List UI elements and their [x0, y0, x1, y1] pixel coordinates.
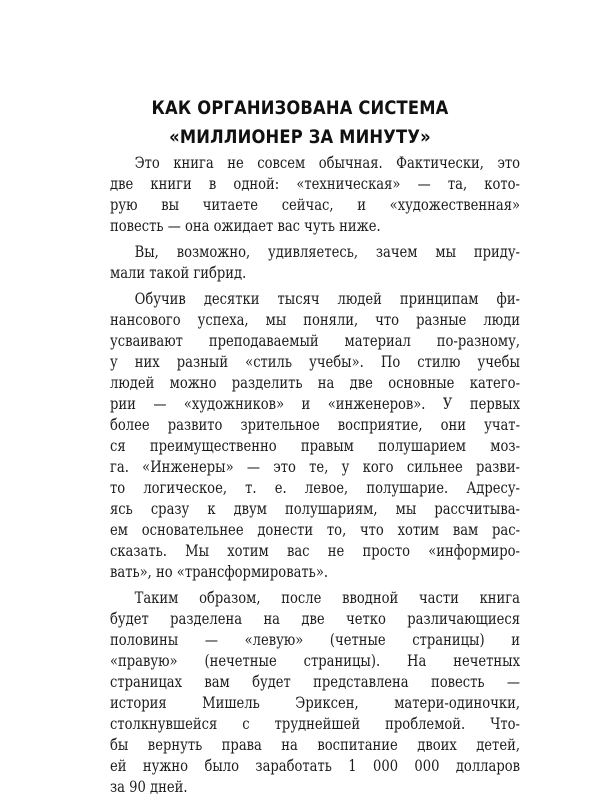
text-line: сказать. Мы хотим вас не просто «информиро- [110, 541, 520, 560]
text-line: страницах вам будет представлена повесть — [110, 672, 520, 691]
text-line: ем основательнее донести то, что хотим вам рас- [110, 520, 520, 539]
text-line: Обучив десятки тысяч людей принципам фи- [134, 289, 520, 308]
chapter-heading [94, 94, 507, 152]
paragraph-3 [110, 288, 520, 582]
text-line: у них разный «стиль учебы». По стилю учебы [110, 352, 520, 371]
text-line: людей можно разделить на две основные катего- [110, 373, 520, 392]
text-line: будет разделена на две четко различающиеся [110, 609, 520, 628]
text-line: более развито зрительное восприятие, они учат- [110, 415, 520, 434]
text-line: ей нужно было заработать 1 000 000 долларов [110, 756, 520, 775]
text-line: вать», но «трансформировать». [110, 562, 329, 581]
text-line: история Мишель Эриксен, матери-одиночки, [110, 693, 520, 712]
text-line: «правую» (нечетные страницы). На нечетных [110, 651, 520, 670]
text-line: то логическое, т. е. левое, полушарие. Адресу- [110, 478, 520, 497]
text-line: повесть — она ожидает вас чуть ниже. [110, 216, 381, 235]
text-line: нансового успеха, мы поняли, что разные люди [110, 310, 520, 329]
text-line: рую вы читаете сейчас, и «художественная» [110, 195, 520, 214]
text-line: рии — «художников» и «инженеров». У первых [110, 394, 520, 413]
text-line: мали такой гибрид. [110, 263, 247, 282]
text-line: две книги в одной: «техническая» — та, кото- [110, 174, 520, 193]
text-line: столкнувшейся с труднейшей проблемой. Что- [110, 714, 520, 733]
text-line: бы вернуть права на воспитание двоих детей, [110, 735, 520, 754]
text-line: половины — «левую» (четные страницы) и [110, 630, 520, 649]
text-line: за 90 дней. [110, 777, 188, 796]
body-text [110, 152, 520, 802]
text-line: га. «Инженеры» — это те, у кого сильнее разви- [110, 457, 520, 476]
text-line: Вы, возможно, удивляетесь, зачем мы приду- [134, 242, 520, 261]
chapter-heading-line-1: КАК ОРГАНИЗОВАНА СИСТЕМА [151, 97, 449, 119]
chapter-heading-line-2: «МИЛЛИОНЕР ЗА МИНУТУ» [169, 126, 431, 148]
paragraph-1 [110, 152, 520, 236]
text-line: ясь сразу к двум полушариям, мы рассчитыва- [110, 499, 520, 518]
paragraph-2 [110, 241, 520, 283]
text-line: Это книга не совсем обычная. Фактически, это [134, 153, 520, 172]
paragraph-4 [110, 587, 520, 797]
text-line: Таким образом, после вводной части книга [134, 588, 520, 607]
text-line: усваивают преподаваемый материал по-разному, [110, 331, 520, 350]
text-line: ся преимущественно правым полушарием моз- [110, 436, 520, 455]
